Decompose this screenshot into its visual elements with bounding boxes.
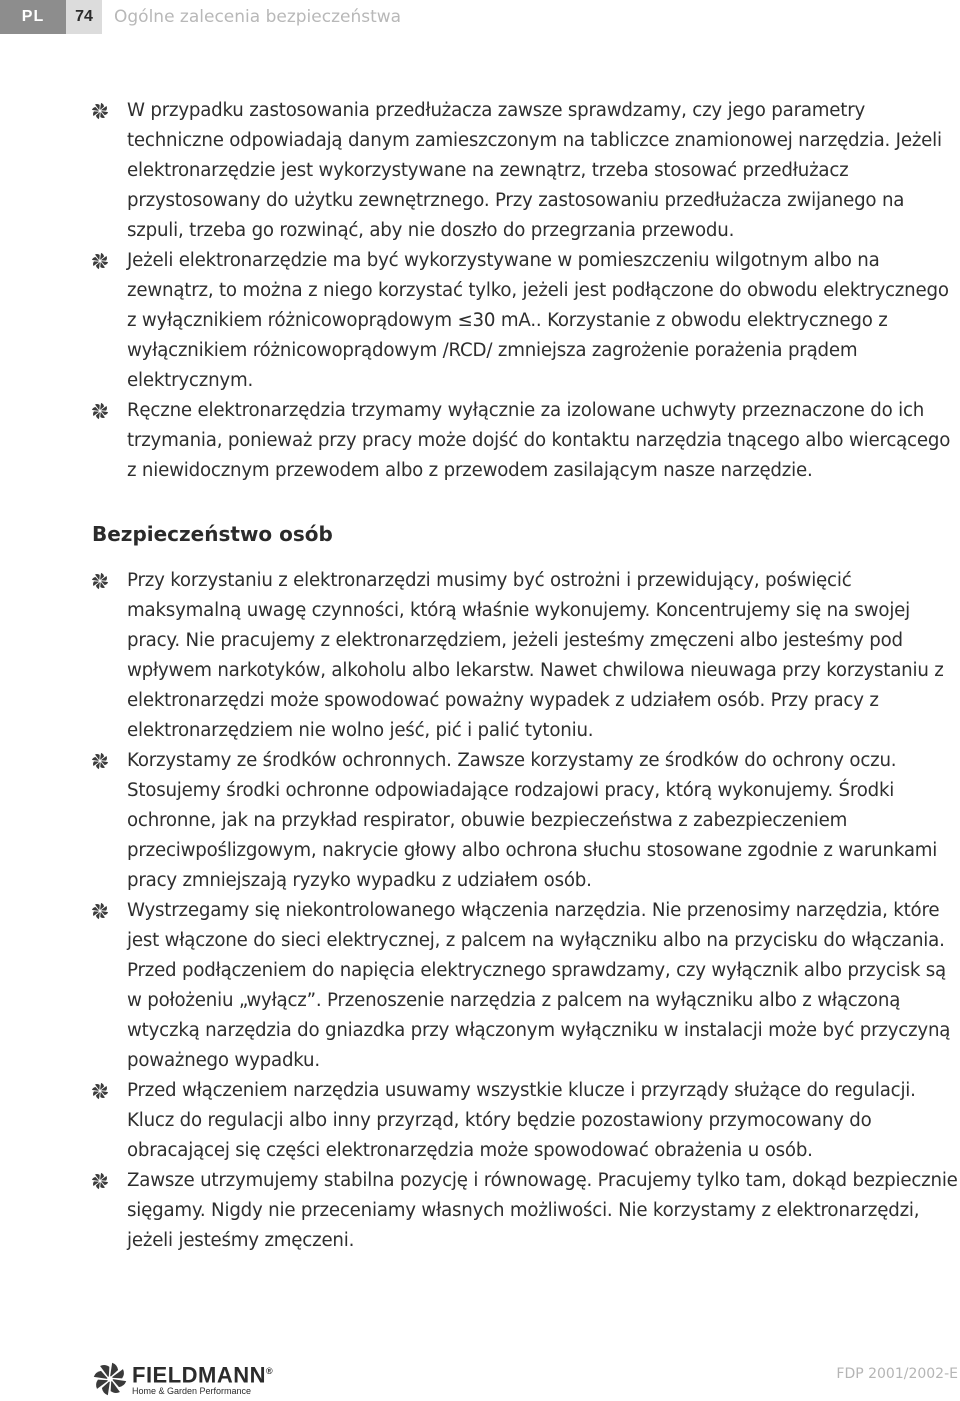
list-item-text: Korzystamy ze środków ochronnych. Zawsze korzystamy ze środków do ochrony oczu. Stosujemy środki ochronne odpowiadające rodzajowi pracy, którą wykonujemy. Środki ochronne, jak na przykład respirator, obuwie bezpieczeństwa z zabezpieczeniem przeciwpoślizgowym, nakrycie głowy albo ochrona słuchu stosowane zgodnie z warunkami pracy zmniejszają ryzyko wypadku z udziałem osób. bbox=[127, 750, 938, 891]
list-item-text: Ręczne elektronarzędzia trzymamy wyłącznie za izolowane uchwyty przeznaczone do ich trzymania, ponieważ przy pracy może dojść do kontaktu narzędzia tnącego albo wiercącego z niewidocznym przewodem albo z przewodem zasilającym nasze narzędzie. bbox=[127, 400, 951, 481]
safety-list-electrical bbox=[0, 96, 960, 486]
page-number: 74 bbox=[66, 0, 102, 34]
list-item bbox=[0, 1076, 960, 1166]
pinwheel-bullet-icon bbox=[91, 252, 109, 270]
pinwheel-bullet-icon bbox=[91, 1172, 109, 1190]
pinwheel-bullet-icon bbox=[91, 102, 109, 120]
list-item-text: Jeżeli elektronarzędzie ma być wykorzystywane w pomieszczeniu wilgotnym albo na zewnątrz, to można z niego korzystać tylko, jeżeli jest podłączone do obwodu elektrycznego z wyłącznikiem różnicowoprądowym ≤30 mA.. Korzystanie z obwodu elektrycznego z wyłącznikiem różnicowoprądowym /RCD/ zmniejsza zagrożenie porażenia prądem elektrycznym. bbox=[127, 250, 949, 391]
fieldmann-pinwheel-logo-icon bbox=[92, 1361, 128, 1397]
pinwheel-bullet-icon bbox=[91, 1082, 109, 1100]
fieldmann-logo bbox=[92, 1360, 273, 1397]
safety-list-personal bbox=[0, 566, 960, 1256]
registered-mark: ® bbox=[266, 1366, 274, 1376]
brand-wordmark bbox=[132, 1360, 273, 1397]
list-item bbox=[0, 1166, 960, 1256]
section-title: Bezpieczeństwo osób bbox=[92, 522, 333, 546]
pinwheel-bullet-icon bbox=[91, 902, 109, 920]
model-number: FDP 2001/2002-E bbox=[836, 1366, 958, 1382]
list-item-text: Przy korzystaniu z elektronarzędzi musimy być ostrożni i przewidujący, poświęcić maksymalną uwagę czynności, którą właśnie wykonujemy. Koncentrujemy się na swojej pracy. Nie pracujemy z elektronarzędziem, jeżeli jesteśmy zmęczeni albo jesteśmy pod wpływem narkotyków, alkoholu albo lekarstw. Nawet chwilowa nieuwaga przy korzystaniu z elektronarzędzi może spowodować poważny wypadek z udziałem osób. Przy pracy z elektronarzędziem nie wolno jeść, pić i palić tytoniu. bbox=[127, 570, 944, 741]
list-item-text: Zawsze utrzymujemy stabilna pozycję i równowagę. Pracujemy tylko tam, dokąd bezpiecznie sięgamy. Nigdy nie przeceniamy własnych możliwości. Nie korzystamy z elektronarzędzi, jeżeli jesteśmy zmęczeni. bbox=[127, 1170, 958, 1251]
page-content bbox=[0, 96, 960, 1256]
list-item bbox=[0, 396, 960, 486]
list-item bbox=[0, 246, 960, 396]
language-badge: PL bbox=[0, 0, 66, 34]
brand-name bbox=[132, 1360, 273, 1386]
list-item bbox=[0, 896, 960, 1076]
list-item bbox=[0, 746, 960, 896]
brand-tagline: Home & Garden Performance bbox=[132, 1386, 252, 1397]
list-item-text: W przypadku zastosowania przedłużacza zawsze sprawdzamy, czy jego parametry techniczne odpowiadają danym zamieszczonym na tabliczce znamionowej narzędzia. Jeżeli elektronarzędzie jest wykorzystywane na zewnątrz, trzeba stosować przedłużacz przystosowany do użytku zewnętrznego. Przy zastosowaniu przedłużacza zwijanego na szpuli, trzeba go rozwinąć, aby nie doszło do przegrzania przewodu. bbox=[127, 100, 942, 241]
list-item bbox=[0, 96, 960, 246]
list-item-text: Przed włączeniem narzędzia usuwamy wszystkie klucze i przyrządy służące do regulacji. Klucz do regulacji albo inny przyrząd, który będzie pozostawiony przymocowany do obracającej się części elektronarzędzia może spowodować obrażenia u osób. bbox=[127, 1080, 916, 1161]
header-title: Ogólne zalecenia bezpieczeństwa bbox=[114, 7, 402, 27]
page-header bbox=[0, 0, 401, 34]
list-item-text: Wystrzegamy się niekontrolowanego włączenia narzędzia. Nie przenosimy narzędzia, które jest włączone do sieci elektrycznej, z palcem na wyłączniku albo na przycisku do włączania. Przed podłączeniem do napięcia elektrycznego sprawdzamy, czy wyłącznik albo przycisk są w położeniu „wyłącz”. Przenoszenie narzędzia z palcem na wyłączniku albo z włączoną wtyczką narzędzia do gniazdka przy włączonym wyłączniku w instalacji może być przyczyną poważnego wypadku. bbox=[127, 900, 951, 1071]
pinwheel-bullet-icon bbox=[91, 402, 109, 420]
pinwheel-bullet-icon bbox=[91, 572, 109, 590]
brand-text: FIELDMANN bbox=[132, 1362, 267, 1388]
list-item bbox=[0, 566, 960, 746]
pinwheel-bullet-icon bbox=[91, 752, 109, 770]
